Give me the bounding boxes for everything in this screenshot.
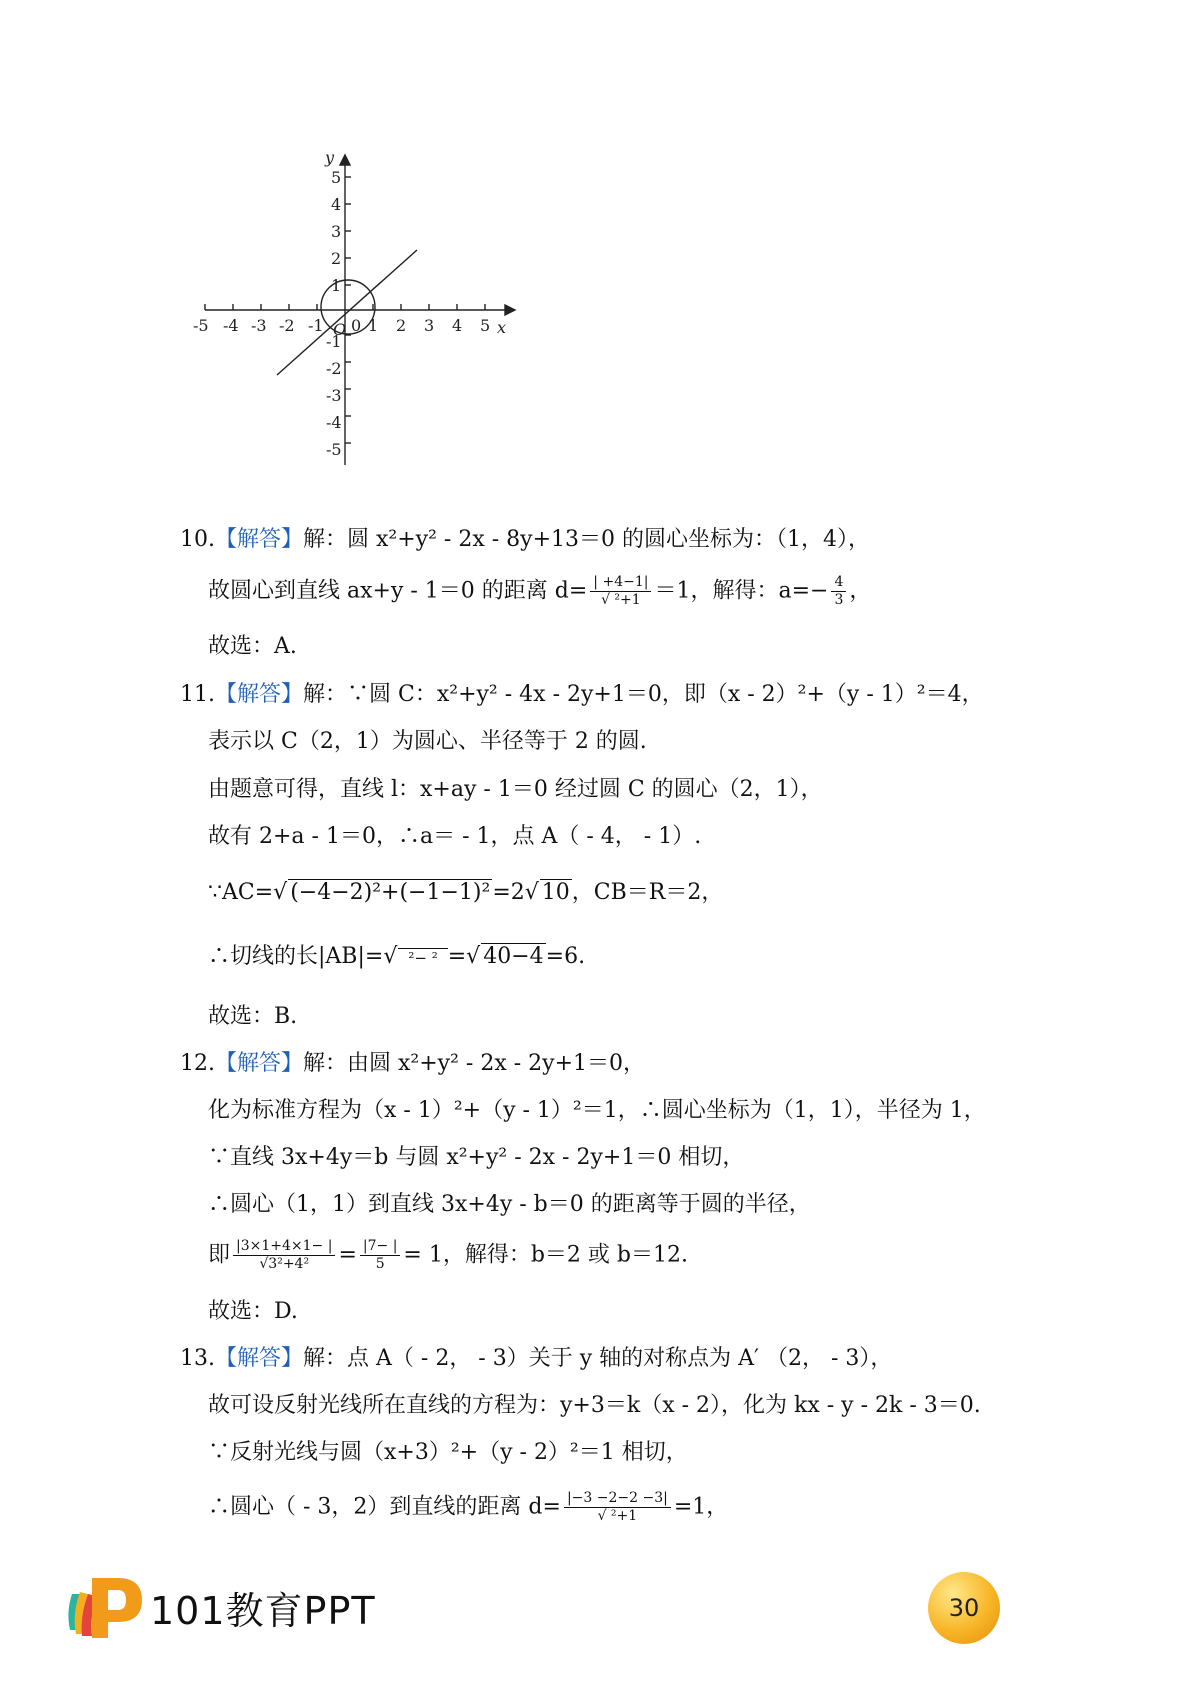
y-tick-label: -3 (326, 386, 342, 405)
numerator: |3×1+4×1− | (233, 1238, 335, 1256)
page-number-badge: 30 (928, 1572, 1000, 1644)
y-tick-label: -4 (326, 413, 342, 432)
text-line: ∴切线的长|AB|= (208, 944, 384, 969)
y-tick-label: -2 (326, 359, 342, 378)
numerator: |−3 −2−2 −3| (564, 1490, 671, 1508)
x-tick-label: 2 (396, 316, 407, 335)
y-tick-label: -5 (326, 440, 342, 459)
denominator: √3²+4² (259, 1256, 310, 1272)
denominator: 5 (375, 1256, 385, 1272)
problem-11-line-7 (208, 1002, 297, 1032)
text-line: ∴圆心（ - 3，2）到直线的距离 d= (208, 1494, 561, 1520)
numerator: 4 (831, 574, 846, 592)
problem-10-line-1 (180, 525, 870, 555)
problem-number: 11. (180, 682, 215, 707)
text-line: = 1，解得：b＝2 或 b＝12. (403, 1242, 688, 1268)
sqrt-icon: √ (466, 944, 481, 969)
text-line: ， (849, 578, 872, 604)
text-line: 由题意可得，直线 l：x+ay - 1＝0 经过圆 C 的圆心（2，1）， (208, 777, 823, 802)
text-line: 表示以 C（2，1）为圆心、半径等于 2 的圆. (208, 729, 647, 754)
answer-tag: 【解答】 (215, 527, 304, 552)
radicand: 10 (541, 880, 570, 905)
problem-13-line-2 (208, 1391, 981, 1421)
problem-11-line-5 (208, 878, 723, 908)
text-line: 故选：A. (208, 634, 297, 659)
problem-11-line-3 (208, 775, 823, 805)
y-tick-label: 3 (331, 222, 342, 241)
x-axis-label: x (497, 318, 507, 337)
fraction (564, 1490, 671, 1525)
sqrt-icon: √ (273, 880, 288, 905)
text-line: 故圆心到直线 ax+y - 1＝0 的距离 d= (208, 578, 588, 604)
x-tick-label: -1 (308, 316, 324, 335)
sqrt-icon: √ (383, 944, 398, 969)
fraction (360, 1238, 401, 1273)
x-tick-label: 1 (368, 316, 379, 335)
x-tick-label: -2 (279, 316, 295, 335)
radicand: ²− ² (398, 948, 447, 967)
text-line: = (447, 944, 467, 969)
text-line: = (338, 1242, 357, 1268)
problem-12-line-1 (180, 1049, 645, 1079)
answer-tag: 【解答】 (215, 682, 304, 707)
fraction (590, 574, 651, 609)
radicand: (−4−2)²+(−1−1)² (290, 880, 491, 905)
text-line: ∵反射光线与圆（x+3）²+（y - 2）²＝1 相切， (208, 1440, 688, 1465)
brand-name: 101教育PPT (150, 1589, 376, 1633)
problem-11-line-6 (208, 942, 585, 973)
denominator: √ ²+1 (597, 1508, 638, 1524)
y-tick-label: 2 (331, 249, 342, 268)
text-line: 解：由圆 x²+y² - 2x - 2y+1＝0， (303, 1051, 646, 1076)
denominator: √ ²+1 (601, 592, 641, 608)
text-line: 解：点 A（ - 2， - 3）关于 y 轴的对称点为 A′ （2， - 3）， (303, 1346, 893, 1371)
problem-13-line-4 (208, 1490, 728, 1525)
x-tick-label: -5 (193, 316, 209, 335)
zero-label: 0 (351, 316, 362, 335)
fraction (233, 1238, 335, 1273)
numerator: |7− | (360, 1238, 401, 1256)
problem-12-line-3 (208, 1143, 744, 1173)
text-line: ，CB＝R＝2， (571, 880, 724, 905)
text-line: =1， (673, 1494, 729, 1520)
text-line: =2 (492, 880, 525, 905)
problem-number: 10. (180, 527, 215, 552)
problem-13-line-1 (180, 1344, 892, 1374)
text-line: 即 (208, 1242, 231, 1268)
text-line: 故可设反射光线所在直线的方程为：y+3＝k（x - 2），化为 kx - y - 2k - 3＝0. (208, 1393, 981, 1418)
x-tick-label: -4 (223, 316, 239, 335)
x-tick-label: -3 (251, 316, 267, 335)
problem-13-line-3 (208, 1438, 688, 1468)
text-line: 故选：B. (208, 1004, 298, 1029)
x-tick-label: 3 (424, 316, 435, 335)
y-axis-arrow (340, 155, 350, 165)
problem-12-line-6 (208, 1297, 298, 1327)
fraction (831, 574, 846, 609)
graph-circle (321, 280, 375, 334)
text-line: ∵直线 3x+4y＝b 与圆 x²+y² - 2x - 2y+1＝0 相切， (208, 1145, 745, 1170)
y-tick-label: -1 (326, 332, 342, 351)
answer-tag: 【解答】 (215, 1051, 304, 1076)
x-tick-label: 4 (452, 316, 463, 335)
problem-12-line-5 (208, 1238, 688, 1273)
text-line: ＝1，解得：a=− (654, 578, 829, 604)
y-tick-label: 4 (331, 195, 342, 214)
graph-line (277, 250, 417, 375)
answer-tag: 【解答】 (215, 1346, 304, 1371)
problem-12-line-2 (208, 1096, 986, 1126)
text-line: 化为标准方程为（x - 1）²+（y - 1）²＝1，∴圆心坐标为（1，1），半径为 1， (208, 1098, 986, 1123)
x-tick-label: 5 (480, 316, 491, 335)
y-tick-label: 1 (331, 276, 342, 295)
problem-11-line-4 (208, 822, 701, 852)
problem-number: 12. (180, 1051, 215, 1076)
problem-10-line-2 (208, 574, 871, 609)
y-axis-label: y (325, 148, 335, 167)
x-axis-arrow (505, 305, 515, 315)
text-line: 解：圆 x²+y² - 2x - 8y+13＝0 的圆心坐标为：（1，4）， (303, 527, 871, 552)
problem-11-line-2 (208, 727, 647, 757)
radicand: 40−4 (483, 944, 544, 969)
y-tick-label: 5 (331, 168, 342, 187)
problem-10-line-3 (208, 632, 297, 662)
denominator: 3 (834, 592, 844, 608)
origin-label: O (333, 320, 347, 339)
coordinate-graph (193, 148, 535, 505)
text-line: ∵AC= (208, 880, 274, 905)
problem-11-line-1 (180, 680, 984, 710)
problem-number: 13. (180, 1346, 215, 1371)
sqrt-icon: √ (524, 880, 539, 905)
numerator: | +4−1| (590, 574, 651, 592)
text-line: ∴圆心（1，1）到直线 3x+4y - b＝0 的距离等于圆的半径， (208, 1192, 811, 1217)
text-line: 故选：D. (208, 1299, 298, 1324)
text-line: =6. (545, 944, 586, 969)
problem-12-line-4 (208, 1190, 811, 1220)
text-line: 解：∵圆 C：x²+y² - 4x - 2y+1＝0，即（x - 2）²+（y - 1）²＝4， (303, 682, 984, 707)
text-line: 故有 2+a - 1＝0，∴a＝ - 1，点 A（ - 4， - 1）. (208, 824, 702, 849)
